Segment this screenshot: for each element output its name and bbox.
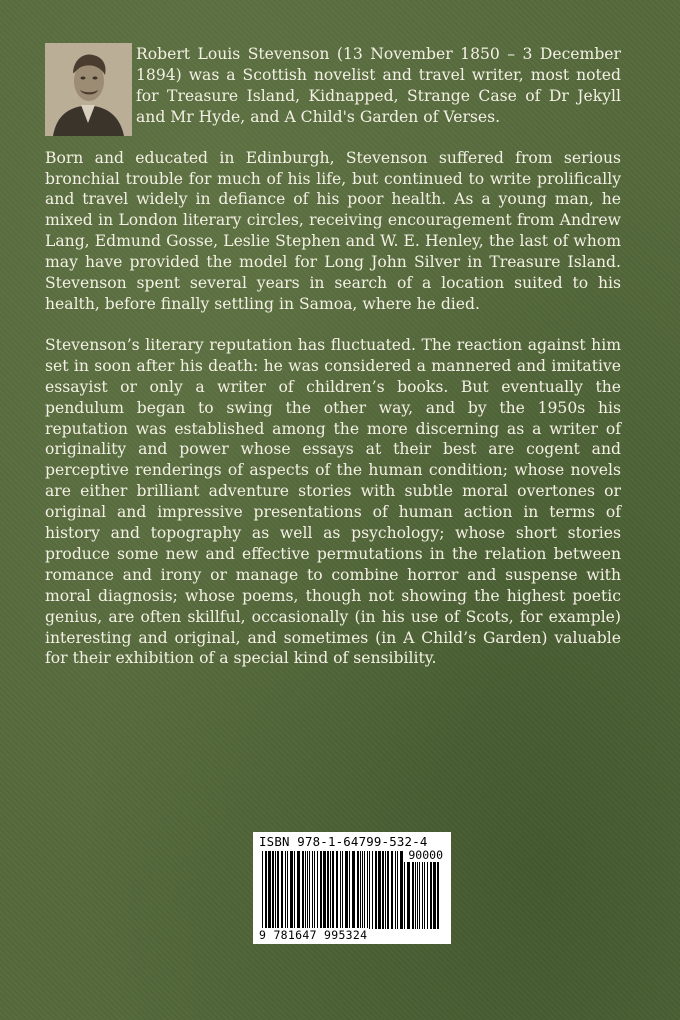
isbn-label: ISBN 978-1-64799-532-4 xyxy=(259,834,428,849)
barcode-bars-icon xyxy=(260,851,444,929)
bio-paragraph-3: Stevenson’s literary reputation has fluctuated. The reaction against him set in soon after his death: he was considered a mannered and imitative essayist or only a writer of children’s books. But eventually the pendulum began to swing the other way, and by the 1950s his reputation was established among the more discerning as a writer of originality and power whose essays at their best are cogent and perceptive renderings of aspects of the human condition; whose novels are either brilliant adventure stories with subtle moral overtones or original and impressive presentations of human action in terms of history and topography as well as psychology; whose short stories produce some new and effective permutations in the relation between romance and irony or manage to combine horror and suspense with moral diagnosis; whose poems, though not showing the highest poetic genius, are often skillful, occasionally (in his use of Scots, for example) interesting and original, and sometimes (in A Child’s Garden) valuable for their exhibition of a special kind of sensibility. xyxy=(45,335,621,668)
portrait-spacer xyxy=(45,44,136,136)
bio-paragraph-1: Robert Louis Stevenson (13 November 1850 – 3 December 1894) was a Scottish novelist and travel writer, most noted for Treasure Island, Kidnapped, Strange Case of Dr Jekyll and Mr Hyde, and A Child's Garden of Verses. xyxy=(136,45,621,126)
bio-paragraph-2: Born and educated in Edinburgh, Stevenson suffered from serious bronchial trouble for much of his life, but continued to write prolifically and travel widely in defiance of his poor health. As a young man, he mixed in London literary circles, receiving encouragement from Andrew Lang, Edmund Gosse, Leslie Stephen and W. E. Henley, the last of whom may have provided the model for Long John Silver in Treasure Island. Stevenson spent several years in search of a location suited to his health, before finally settling in Samoa, where he died. xyxy=(45,148,621,313)
isbn-barcode xyxy=(253,832,451,944)
price-code: 90000 xyxy=(403,849,443,862)
ean-digits: 9 781647 995324 xyxy=(259,928,368,942)
author-bio xyxy=(45,44,621,689)
